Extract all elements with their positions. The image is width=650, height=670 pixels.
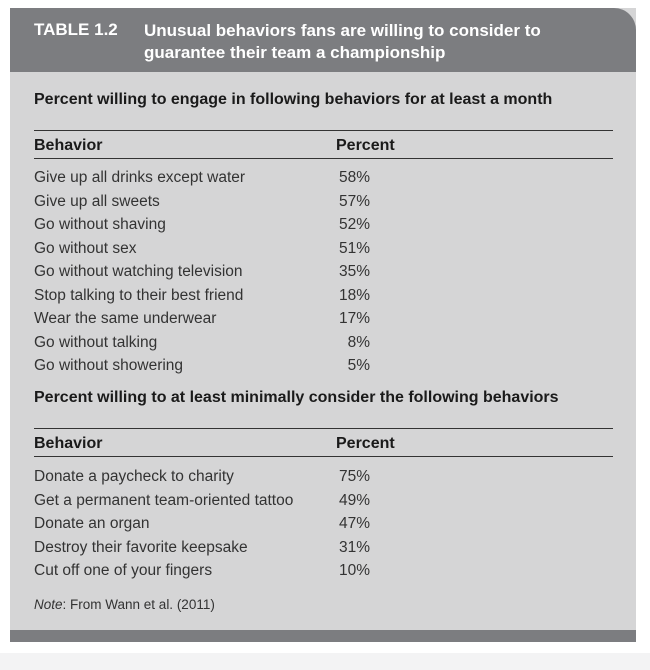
- behavior-cell: Cut off one of your fingers: [34, 562, 213, 579]
- table-container: [10, 8, 636, 642]
- table-row: [34, 562, 454, 585]
- percent-cell: 51%: [338, 239, 370, 257]
- table-row: [34, 334, 454, 357]
- section-1-top-rule: [34, 130, 613, 131]
- behavior-cell: Donate a paycheck to charity: [34, 468, 234, 485]
- table-row: [34, 169, 454, 192]
- percent-cell: 18%: [338, 286, 370, 304]
- behavior-cell: Stop talking to their best friend: [34, 286, 244, 304]
- section-1-column-behavior: Behavior: [34, 137, 103, 154]
- table-row: [34, 240, 454, 263]
- table-row: [34, 193, 454, 216]
- table-row: [34, 216, 454, 239]
- behavior-cell: Give up all drinks except water: [34, 169, 246, 186]
- section-1-header-rule: [34, 158, 613, 159]
- percent-cell: 17%: [338, 310, 370, 327]
- section-2-heading: Percent willing to at least minimally consider the following behaviors: [34, 389, 559, 406]
- behavior-cell: Go without talking: [34, 333, 158, 351]
- table-row: [34, 310, 454, 333]
- behavior-cell: Go without shaving: [34, 216, 166, 233]
- section-2-column-percent: Percent: [336, 435, 395, 452]
- percent-cell: 31%: [338, 538, 370, 556]
- section-2-column-behavior: Behavior: [34, 435, 103, 452]
- percent-cell: 58%: [338, 169, 370, 186]
- table-row: [34, 492, 454, 515]
- behavior-cell: Give up all sweets: [34, 192, 160, 210]
- note-text: : From Wann et al. (2011): [62, 597, 215, 612]
- percent-cell: 52%: [338, 216, 370, 233]
- percent-cell: 5%: [347, 357, 370, 374]
- percent-cell: 75%: [338, 468, 370, 485]
- table-header: [10, 8, 636, 72]
- table-row: [34, 287, 454, 310]
- section-1-heading: Percent willing to engage in following behaviors for at least a month: [34, 91, 553, 108]
- behavior-cell: Donate an organ: [34, 515, 150, 532]
- note-label: Note: [34, 597, 63, 612]
- behavior-cell: Go without showering: [34, 357, 184, 374]
- behavior-cell: Get a permanent team-oriented tattoo: [34, 491, 294, 509]
- section-1-column-percent: Percent: [336, 137, 395, 154]
- table-row: [34, 468, 454, 491]
- percent-cell: 49%: [338, 491, 370, 509]
- section-2-header-rule: [34, 456, 613, 457]
- percent-cell: 8%: [347, 333, 370, 351]
- percent-cell: 10%: [338, 562, 370, 579]
- table-bottom-bar: [10, 630, 636, 642]
- percent-cell: 35%: [338, 263, 370, 280]
- table-row: [34, 515, 454, 538]
- behavior-cell: Destroy their favorite keepsake: [34, 538, 248, 556]
- percent-cell: 57%: [338, 192, 370, 210]
- table-row: [34, 263, 454, 286]
- behavior-cell: Go without watching television: [34, 263, 243, 280]
- table-label: TABLE 1.2: [34, 20, 118, 39]
- table-note: [34, 597, 215, 612]
- page-bottom-strip: [0, 653, 650, 670]
- percent-cell: 47%: [338, 515, 370, 532]
- behavior-cell: Wear the same underwear: [34, 310, 217, 327]
- table-title: Unusual behaviors fans are willing to consider to guarantee their team a championship: [144, 21, 541, 62]
- table-row: [34, 357, 454, 380]
- table-row: [34, 539, 454, 562]
- section-2-top-rule: [34, 428, 613, 429]
- behavior-cell: Go without sex: [34, 239, 137, 257]
